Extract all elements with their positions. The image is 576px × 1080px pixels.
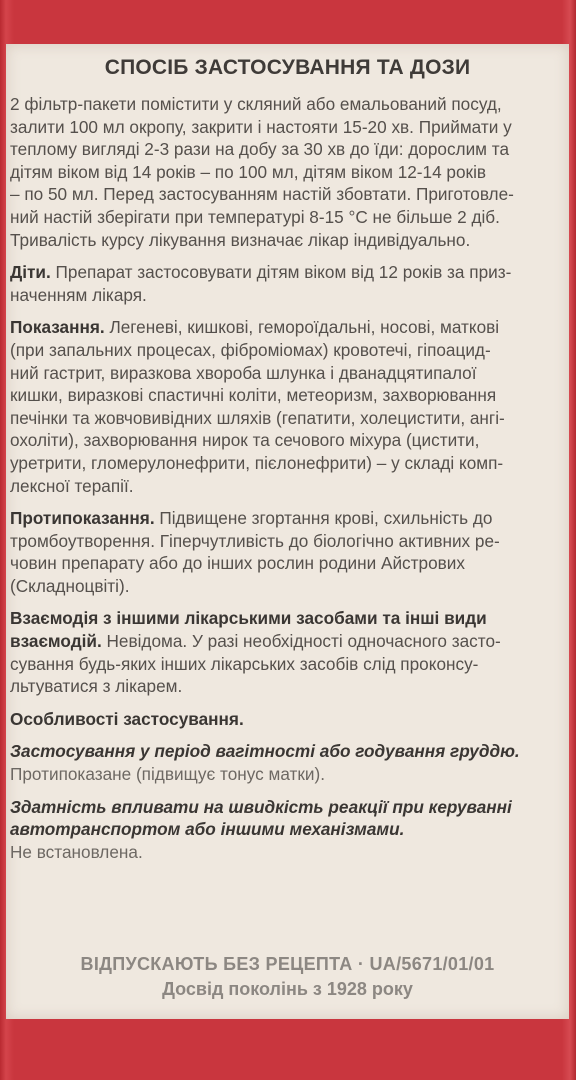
prescription-status: ВІДПУСКАЮТЬ БЕЗ РЕЦЕПТА · UA/5671/01/01 [80, 954, 495, 974]
driving-heading: Здатність впливати на швидкість реакції при керуванні [10, 796, 512, 817]
children-text: наченням лікаря. [10, 284, 147, 305]
driving-heading: автотранспортом або іншими механізмами. [10, 819, 405, 840]
indications-text: охоліти), захворювання нирок та сечового міхура (цистити, [10, 430, 480, 451]
interactions-text: льтуватися з лікарем. [10, 676, 183, 697]
children-section [10, 261, 558, 306]
dosage-line: – по 50 мл. Перед застосуванням настій збовтати. Приготовле- [10, 184, 514, 205]
dosage-line: дітям віком від 14 років – по 100 мл, дітям віком 12-14 років [10, 161, 487, 182]
contraindications-heading: Протипоказання. [10, 508, 155, 529]
driving-section [10, 796, 558, 864]
indications-text: Легеневі, кишкові, геморoїдальні, носові, маткові [104, 317, 500, 338]
brand-slogan: Досвід поколінь з 1928 року [162, 979, 413, 999]
contraindications-text: човин препарату або до інших рослин родини Айстрових [10, 553, 465, 574]
dosage-line: ний настій зберігати при температурі 8-15 °С не більше 2 діб. [10, 206, 500, 227]
indications-text: ний гастрит, виразкова хвороба шлунка і дванадцятипалої [10, 362, 477, 383]
interactions-text: сування будь-яких інших лікарських засобів слід проконсу- [10, 653, 479, 674]
pregnancy-text: Протипоказане (підвищує тонус матки). [10, 764, 326, 785]
dosage-line: теплому вигляді 2-3 рази на добу за 30 хв до їди: дорослим та [10, 139, 510, 160]
interactions-text: Невідома. У разі необхідності одночасного засто- [101, 631, 501, 652]
indications-text: кишки, виразкові спастичні коліти, метеоризм, захворювання [10, 385, 497, 406]
indications-heading: Показання. [10, 317, 105, 338]
interactions-heading: Взаємодія з іншими лікарськими засобами та інші види [10, 608, 487, 629]
pregnancy-section [10, 740, 558, 785]
children-text: Препарат застосовувати дітям віком від 12 років за приз- [50, 262, 512, 283]
driving-text: Не встановлена. [10, 841, 143, 862]
dosage-line: 2 фільтр-пакети помістити у скляний або емальований посуд, [10, 94, 502, 114]
contraindications-text: Підвищене згортання крові, схильність до [154, 508, 493, 529]
indications-text: уретрити, гломерулонефрити, пієлонефрити) – у складі комп- [10, 452, 504, 473]
dosage-section [10, 93, 558, 251]
children-heading: Діти. [10, 262, 51, 283]
features-section [10, 708, 558, 731]
contraindications-section [10, 507, 558, 597]
indications-text: печінки та жовчовивідних шляхів (гепатити, холецистити, ангі- [10, 407, 505, 428]
leaflet-body [10, 93, 558, 863]
pregnancy-heading: Застосування у період вагітності або годування груддю. [10, 741, 520, 762]
interactions-section [10, 607, 558, 697]
contraindications-text: тромбоутворення. Гіперчутливість до біологічно активних ре- [10, 530, 500, 551]
indications-text: лексної терапії. [10, 475, 134, 496]
contraindications-text: (Складноцвіті). [10, 575, 130, 596]
leaflet-panel [6, 44, 569, 1019]
indications-text: (при запальних процесах, фіброміомах) кровотечі, гіпоацид- [10, 339, 491, 360]
indications-section [10, 316, 558, 497]
dosage-line: Тривалість курсу лікування визначає лікар індивідуально. [10, 229, 471, 250]
interactions-heading: взаємодій. [10, 631, 102, 652]
section-title: СПОСІБ ЗАСТОСУВАННЯ ТА ДОЗИ [104, 56, 471, 79]
dosage-line: залити 100 мл окропу, закрити і настояти 15-20 хв. Приймати у [10, 116, 512, 137]
features-heading: Особливості застосування. [10, 708, 244, 729]
